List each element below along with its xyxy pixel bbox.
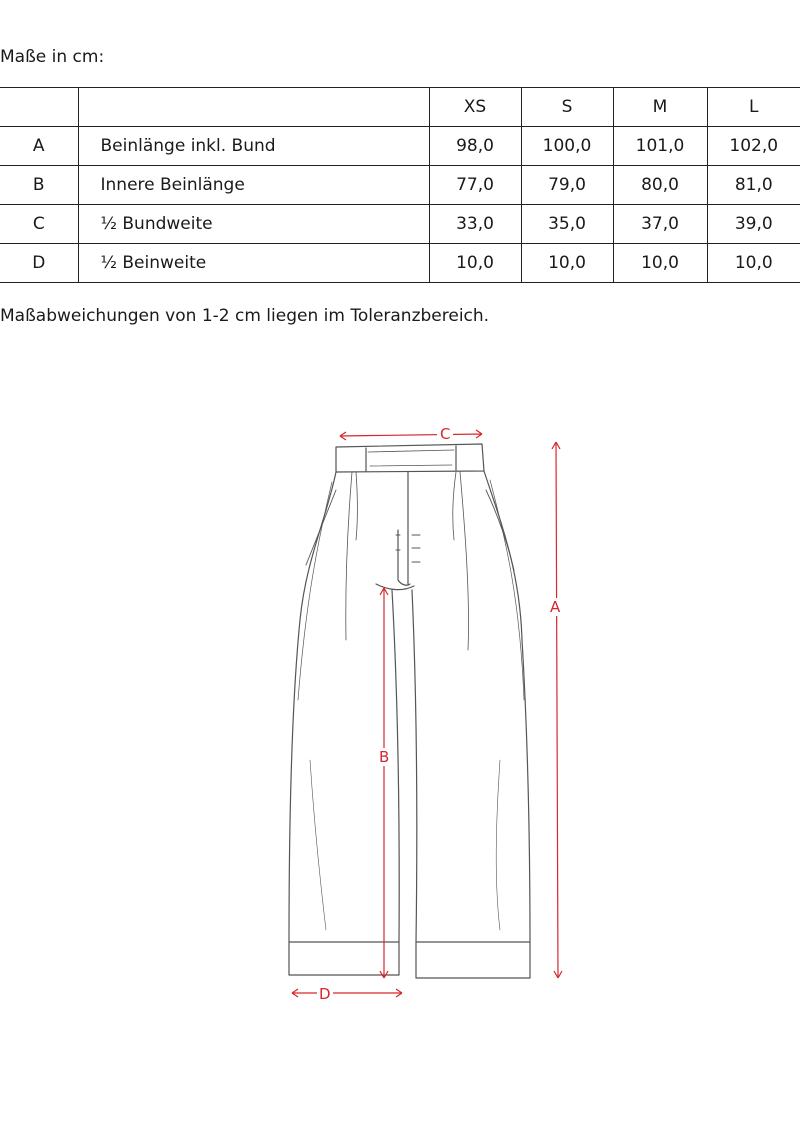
right-leg-shade: [490, 480, 524, 700]
row-value: 10,0: [429, 244, 521, 283]
dimension-d-label: D: [319, 985, 331, 1003]
row-label: ½ Beinweite: [78, 244, 429, 283]
fly: [398, 472, 410, 585]
row-value: 98,0: [429, 127, 521, 166]
left-pleats: [346, 472, 358, 640]
measurements-heading: Maße in cm:: [0, 47, 105, 67]
drape-lines: [310, 760, 500, 930]
right-pleats: [453, 472, 469, 650]
row-key: B: [0, 166, 78, 205]
belt-loops: [366, 446, 456, 471]
row-value: 79,0: [521, 166, 613, 205]
dimension-a-label: A: [550, 598, 561, 616]
left-leg-inner: [392, 590, 399, 942]
row-label: Beinlänge inkl. Bund: [78, 127, 429, 166]
row-value: 101,0: [613, 127, 707, 166]
row-key: C: [0, 205, 78, 244]
row-value: 10,0: [707, 244, 800, 283]
left-leg-shade: [298, 482, 332, 700]
row-value: 33,0: [429, 205, 521, 244]
dimension-c-arrow: [340, 430, 482, 440]
header-cell-xs: XS: [429, 88, 521, 127]
right-leg-outer: [484, 471, 530, 942]
row-value: 10,0: [521, 244, 613, 283]
dimension-c-label: C: [440, 425, 451, 443]
right-cuff: [416, 942, 530, 978]
row-value: 81,0: [707, 166, 800, 205]
dimension-a-arrow: [552, 442, 562, 978]
right-leg-inner: [412, 590, 417, 942]
row-value: 37,0: [613, 205, 707, 244]
header-cell-l: L: [707, 88, 800, 127]
left-leg-outer: [289, 472, 336, 942]
tolerance-note: Maßabweichungen von 1-2 cm liegen im Toleranzbereich.: [0, 306, 490, 326]
row-value: 77,0: [429, 166, 521, 205]
header-cell-s: S: [521, 88, 613, 127]
row-label: Innere Beinlänge: [78, 166, 429, 205]
row-value: 100,0: [521, 127, 613, 166]
row-key: D: [0, 244, 78, 283]
waistband-stitch: [368, 450, 454, 466]
row-value: 39,0: [707, 205, 800, 244]
header-cell-m: M: [613, 88, 707, 127]
row-label: ½ Bundweite: [78, 205, 429, 244]
dimension-lines: [292, 430, 562, 997]
side-pockets: [306, 490, 514, 570]
left-cuff: [289, 942, 399, 975]
row-value: 10,0: [613, 244, 707, 283]
row-key: A: [0, 127, 78, 166]
trousers-outline: [289, 444, 530, 978]
dimension-d-arrow: [292, 989, 402, 997]
dimension-b-label: B: [379, 748, 390, 766]
waistband: [336, 444, 484, 472]
row-value: 80,0: [613, 166, 707, 205]
row-value: 102,0: [707, 127, 800, 166]
dimension-b-arrow: [380, 588, 388, 978]
row-value: 35,0: [521, 205, 613, 244]
